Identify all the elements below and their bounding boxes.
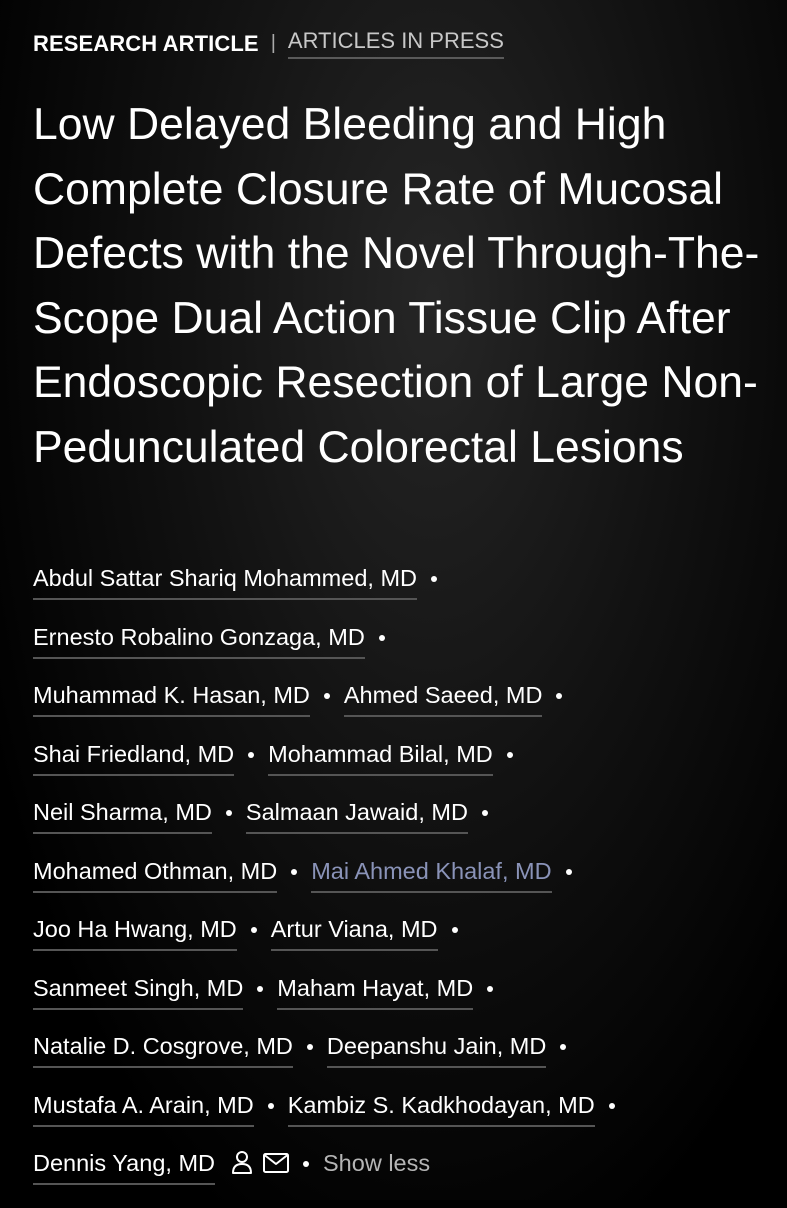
author-row — [33, 974, 773, 1033]
show-less-button[interactable]: Show less — [323, 1150, 431, 1176]
separator-dot — [303, 1161, 309, 1167]
separator-dot — [257, 986, 263, 992]
author-row — [33, 681, 773, 740]
separator-dot — [307, 1044, 313, 1050]
article-title: Low Delayed Bleeding and High Complete Closure Rate of Mucosal Defects with the Novel Through-The-Scope Dual Action Tissue Clip After Endoscopic Resection of Large Non-Pedunculated Colorectal Lesions — [33, 100, 760, 472]
separator-dot — [556, 693, 562, 699]
author-row — [33, 857, 773, 916]
author-row — [33, 623, 773, 682]
separator-dot — [251, 927, 257, 933]
separator-dot — [487, 986, 493, 992]
separator-dot — [248, 752, 254, 758]
author-link[interactable]: Neil Sharma, MD — [33, 798, 212, 834]
person-icon[interactable] — [229, 1149, 255, 1177]
author-row — [33, 740, 773, 799]
author-row — [33, 1149, 773, 1208]
separator-dot — [507, 752, 513, 758]
header-divider: | — [270, 32, 276, 54]
author-link[interactable]: Sanmeet Singh, MD — [33, 974, 243, 1010]
author-link[interactable]: Natalie D. Cosgrove, MD — [33, 1032, 293, 1068]
author-link[interactable]: Abdul Sattar Shariq Mohammed, MD — [33, 564, 417, 600]
author-link[interactable]: Maham Hayat, MD — [277, 974, 473, 1010]
author-list — [33, 564, 773, 1208]
author-row — [33, 564, 773, 623]
articles-in-press-link[interactable]: ARTICLES IN PRESS — [288, 28, 504, 59]
separator-dot — [324, 693, 330, 699]
envelope-icon[interactable] — [263, 1149, 289, 1177]
author-link[interactable]: Joo Ha Hwang, MD — [33, 915, 237, 951]
separator-dot — [379, 635, 385, 641]
author-link[interactable]: Mustafa A. Arain, MD — [33, 1091, 254, 1127]
separator-dot — [609, 1103, 615, 1109]
author-link[interactable]: Salmaan Jawaid, MD — [246, 798, 468, 834]
author-link[interactable]: Mohamed Othman, MD — [33, 857, 277, 893]
author-link[interactable]: Kambiz S. Kadkhodayan, MD — [288, 1091, 595, 1127]
author-link[interactable]: Shai Friedland, MD — [33, 740, 234, 776]
separator-dot — [566, 869, 572, 875]
author-link[interactable]: Deepanshu Jain, MD — [327, 1032, 546, 1068]
author-link[interactable]: Artur Viana, MD — [271, 915, 438, 951]
separator-dot — [452, 927, 458, 933]
author-row — [33, 915, 773, 974]
article-type-label: RESEARCH ARTICLE — [33, 30, 259, 56]
separator-dot — [482, 810, 488, 816]
separator-dot — [268, 1103, 274, 1109]
author-row — [33, 798, 773, 857]
author-link[interactable]: Muhammad K. Hasan, MD — [33, 681, 310, 717]
separator-dot — [291, 869, 297, 875]
author-link-highlighted[interactable]: Mai Ahmed Khalaf, MD — [311, 857, 551, 893]
author-row — [33, 1032, 773, 1091]
separator-dot — [560, 1044, 566, 1050]
separator-dot — [226, 810, 232, 816]
author-row — [33, 1091, 773, 1150]
author-link[interactable]: Dennis Yang, MD — [33, 1149, 215, 1185]
author-link[interactable]: Mohammad Bilal, MD — [268, 740, 493, 776]
author-link[interactable]: Ernesto Robalino Gonzaga, MD — [33, 623, 365, 659]
article-header — [33, 28, 504, 59]
author-link[interactable]: Ahmed Saeed, MD — [344, 681, 543, 717]
separator-dot — [431, 576, 437, 582]
